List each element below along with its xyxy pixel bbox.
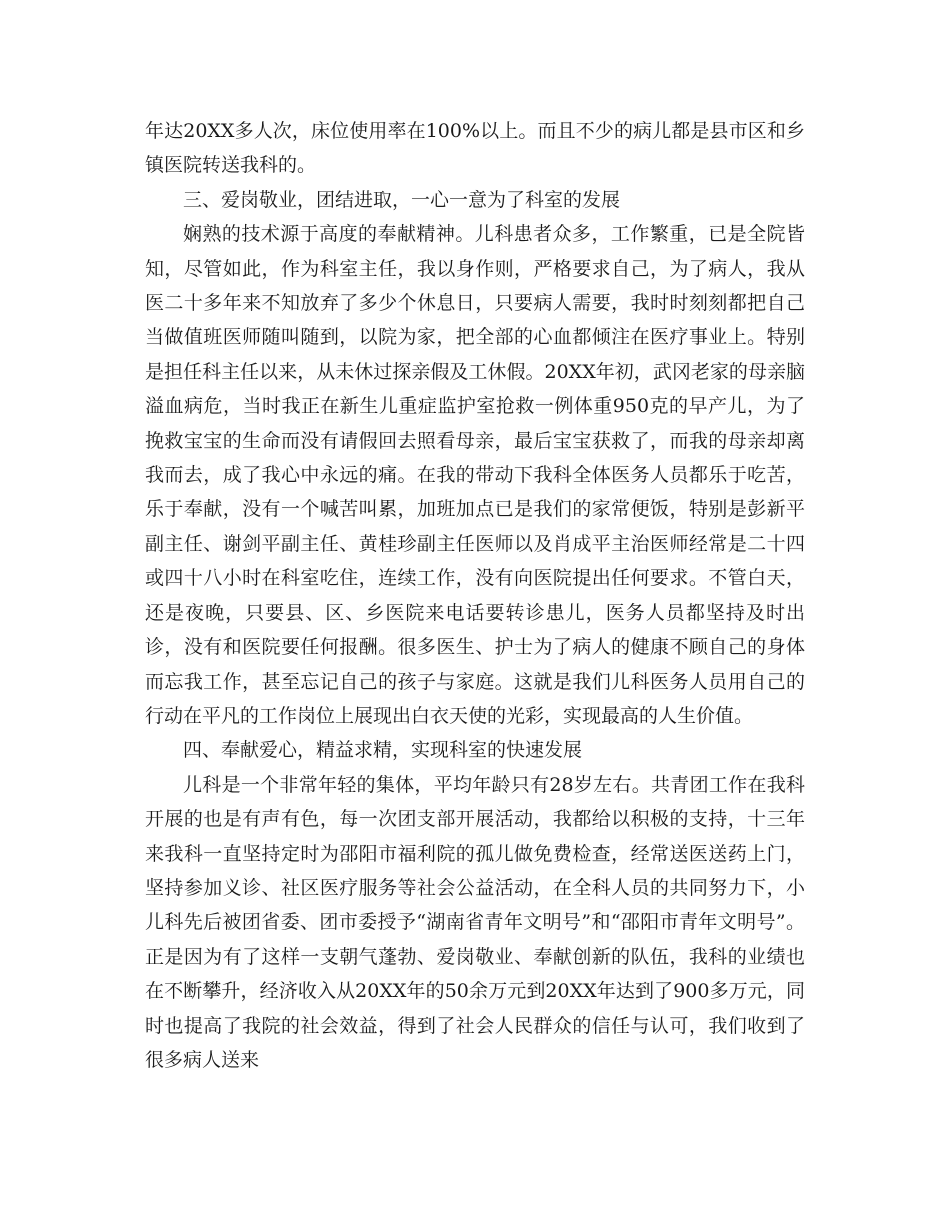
section-heading-4: 四、奉献爱心，精益求精，实现科室的快速发展 <box>183 739 583 762</box>
section-heading-3: 三、爱岗敬业，团结进取，一心一意为了科室的发展 <box>183 188 621 211</box>
paragraph-continuation: 年达20XX多人次，床位使用率在100%以上。而且不少的病儿都是县市区和乡镇医院转送我科的。 <box>145 120 805 177</box>
paragraph-youth-league: 儿科是一个非常年轻的集体，平均年龄只有28岁左右。共青团工作在我科开展的也是有声有色，每一次团支部开展活动，我都给以积极的支持，十三年来我科一直坚持定时为邵阳市福利院的孤儿做免费检查，经常送医送药上门，坚持参加义诊、社区医疗服务等社会公益活动，在全科人员的共同努力下，小儿科先后被团省委、团市委授予“湖南省青年文明号”和“邵阳市青年文明号”。正是因为有了这样一支朝气蓬勃、爱岗敬业、奉献创新的队伍，我科的业绩也在不断攀升，经济收入从20XX年的50余万元到20XX年达到了900多万元，同时也提高了我院的社会效益，得到了社会人民群众的信任与认可，我们收到了很多病人送来 <box>145 773 805 1071</box>
paragraph-dedication: 娴熟的技术源于高度的奉献精神。儿科患者众多，工作繁重，已是全院皆知，尽管如此，作为科室主任，我以身作则，严格要求自己，为了病人，我从医二十多年来不知放弃了多少个休息日，只要病人需要，我时时刻刻都把自己当做值班医师随叫随到，以院为家，把全部的心血都倾注在医疗事业上。特别是担任科主任以来，从未休过探亲假及工休假。20XX年初，武冈老家的母亲脑溢血病危，当时我正在新生儿重症监护室抢救一例体重950克的早产儿，为了挽救宝宝的生命而没有请假回去照看母亲，最后宝宝获救了，而我的母亲却离我而去，成了我心中永远的痛。在我的带动下我科全体医务人员都乐于吃苦，乐于奉献，没有一个喊苦叫累，加班加点已是我们的家常便饭，特别是彭新平副主任、谢剑平副主任、黄桂珍副主任医师以及肖成平主治医师经常是二十四或四十八小时在科室吃住，连续工作，没有向医院提出任何要求。不管白天，还是夜晚，只要县、区、乡医院来电话要转诊患儿，医务人员都坚持及时出诊，没有和医院要任何报酬。很多医生、护士为了病人的健康不顾自己的身体而忘我工作，甚至忘记自己的孩子与家庭。这就是我们儿科医务人员用自己的行动在平凡的工作岗位上展现出白衣天使的光彩，实现最高的人生价值。 <box>145 223 805 727</box>
document-body <box>145 114 805 1077</box>
